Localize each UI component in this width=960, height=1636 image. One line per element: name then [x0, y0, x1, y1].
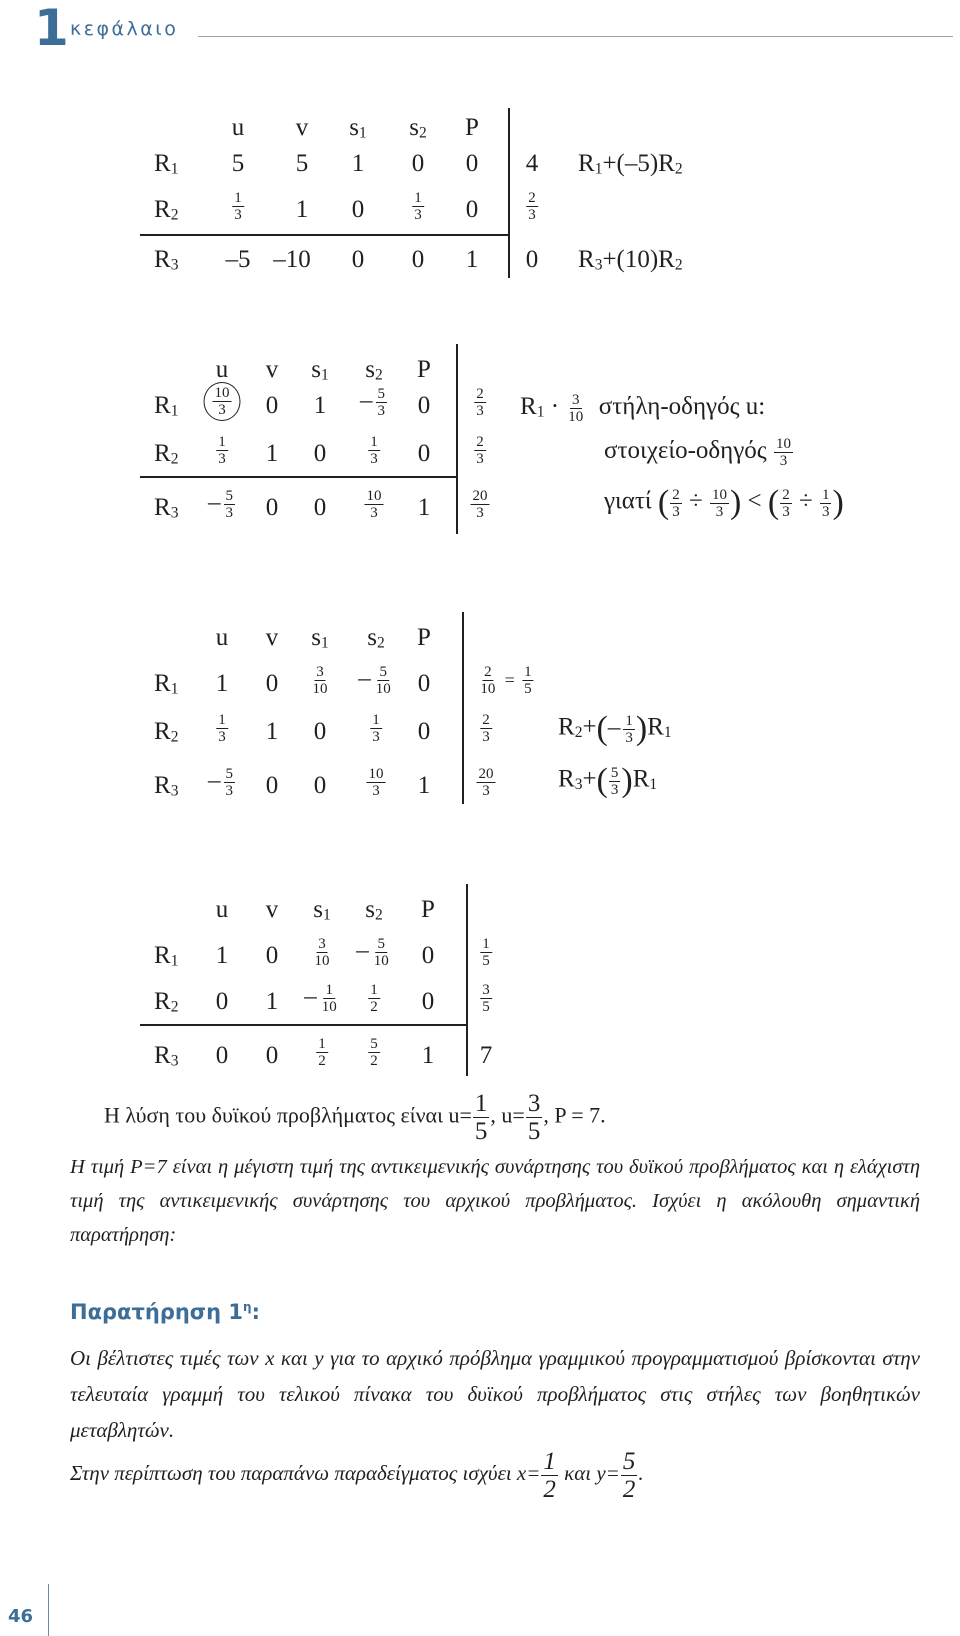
- row-operation: $R_3+$( $\frac{5}{3}$ )$R_1$: [558, 762, 658, 799]
- y-fraction: $\frac{5}{2}$: [622, 1448, 636, 1503]
- tableau-cell: $\frac{1}{3}$: [234, 190, 242, 223]
- observation-title-sup: η: [243, 1300, 252, 1314]
- tableau-cell: 1: [465, 246, 479, 273]
- row-label: $R_3$: [154, 772, 179, 800]
- tableau-cell: 0: [417, 440, 431, 467]
- row-label: $R_2$: [154, 440, 179, 468]
- row-label: $R_3$: [154, 1042, 179, 1070]
- column-header: $s_1$: [349, 114, 367, 142]
- tableau-cell: $\frac{1}{3}$: [218, 434, 226, 467]
- tableau-cell: –5: [225, 246, 251, 273]
- observation-last-line: [70, 1448, 644, 1503]
- column-header: $s_1$: [313, 896, 331, 924]
- chapter-number: 1: [34, 0, 69, 57]
- rhs-cell: $\frac{20}{3}$: [472, 488, 488, 521]
- tableau-cell: 0: [417, 718, 431, 745]
- tableau-cell: 0: [421, 988, 435, 1015]
- column-header: $s_1$: [311, 624, 329, 652]
- solution-tail: , P = 7.: [543, 1102, 606, 1128]
- tableau-cell: $\frac{10}{3}$: [366, 488, 382, 521]
- rhs-cell: $\frac{2}{3}$: [476, 434, 484, 467]
- column-header: P: [417, 624, 431, 651]
- tableau-cell: $\frac{1}{3}$: [372, 712, 380, 745]
- solution-line: [104, 1090, 606, 1145]
- body-paragraph: Η τιμή P=7 είναι η μέγιστη τιμή της αντικειμενικής συνάρτησης του δυϊκού προβλήματος και η ελάχιστη τιμή της αντικειμενικής συνάρτησης του αρχικού προβλήματος. Ισχύει η ακόλουθη σημαντική παρατήρηση:: [70, 1156, 920, 1246]
- u-fraction: $\frac{1}{5}$: [474, 1090, 488, 1145]
- tableau-cell: 0: [265, 392, 279, 419]
- tableau-cell: $\frac{3}{10}$: [314, 936, 330, 969]
- column-header: P: [417, 356, 431, 383]
- solution-text: Η λύση του δυϊκού προβλήματος είναι u=: [104, 1102, 472, 1128]
- observation-last-mid: και y=: [558, 1461, 620, 1486]
- tableau-cell: $\frac{3}{10}$: [312, 664, 328, 697]
- observation-title-colon: :: [251, 1300, 260, 1324]
- rhs-cell: $\frac{2}{3}$: [476, 386, 484, 419]
- tableau-cell: 1: [351, 150, 365, 177]
- tableau-cell: 0: [417, 670, 431, 697]
- chapter-word: κεφάλαιο: [70, 18, 179, 40]
- column-header: u: [215, 896, 229, 923]
- tableau-cell: 0: [313, 494, 327, 521]
- tableau-cell: 0: [265, 670, 279, 697]
- tableau-cell: – $\frac{5}{3}$: [360, 386, 385, 419]
- observation-text: Οι βέλτιστες τιμές των x και y για το αρχικό πρόβλημα γραμμικού προγραμματισμού βρίσκονται στην τελευταία γραμμή του τελικού πίνακα του δυϊκού προβλήματος στις στήλες των βοηθητικών μεταβλητών.: [70, 1346, 920, 1442]
- tableau-cell: – $\frac{5}{3}$: [208, 488, 233, 521]
- column-header: u: [215, 624, 229, 651]
- tableau-cell: $\frac{1}{2}$: [318, 1036, 326, 1069]
- column-header: $s_2$: [365, 356, 383, 384]
- tableau-cell: 1: [265, 718, 279, 745]
- observation-last-end: .: [638, 1461, 644, 1486]
- tableau-cell: 0: [465, 196, 479, 223]
- row-operation: $R_1+(-5)R_2$: [578, 150, 683, 178]
- tableau-cell: – $\frac{1}{10}$: [304, 982, 337, 1015]
- column-header: $s_2$: [365, 896, 383, 924]
- row-operation: $R_1$ · $\frac{3}{10}$ στήλη-οδηγός u:: [520, 392, 766, 425]
- rhs-cell: $\frac{2}{3}$: [482, 712, 490, 745]
- tableau-cell: 0: [411, 150, 425, 177]
- tableau-cell: 1: [417, 772, 431, 799]
- tableau-cell: 5: [295, 150, 309, 177]
- tableau-cell: 1: [313, 392, 327, 419]
- rhs-cell: 7: [479, 1042, 493, 1069]
- column-header: v: [295, 114, 309, 141]
- tableau-cell: 0: [313, 772, 327, 799]
- column-header: v: [265, 896, 279, 923]
- tableau-cell: – $\frac{5}{3}$: [208, 766, 233, 799]
- tableau-cell: 1: [265, 440, 279, 467]
- tableau-cell: 0: [215, 988, 229, 1015]
- tableau-cell: $\frac{1}{3}$: [414, 190, 422, 223]
- tableau-cell: 0: [265, 942, 279, 969]
- observation-body: [70, 1340, 920, 1503]
- column-header: $s_2$: [367, 624, 385, 652]
- tableau-cell: 0: [313, 718, 327, 745]
- observation-title-text: Παρατήρηση 1: [70, 1300, 244, 1324]
- tableau-cell: – $\frac{5}{10}$: [356, 936, 389, 969]
- tableau-cell: – $\frac{5}{10}$: [358, 664, 391, 697]
- pivot-circle: $\frac{10}{3}$: [204, 382, 241, 421]
- row-operation: $R_3+(10)R_2$: [578, 246, 683, 274]
- pivot-element-note: στοιχείο-οδηγός $\frac{10}{3}$: [604, 436, 791, 469]
- tableau-rule: [140, 1024, 466, 1026]
- rhs-cell: 4: [525, 150, 539, 177]
- tableau-cell: 0: [265, 1042, 279, 1069]
- tableau-cell: 0: [421, 942, 435, 969]
- tableau-cell: $\frac{1}{2}$: [370, 982, 378, 1015]
- rhs-cell: $\frac{2}{10}$ = $\frac{1}{5}$: [480, 664, 532, 697]
- tableau-cell: 1: [421, 1042, 435, 1069]
- row-label: $R_1$: [154, 150, 179, 178]
- rhs-cell: 0: [525, 246, 539, 273]
- tableau-cell: 1: [215, 670, 229, 697]
- row-label: $R_1$: [154, 392, 179, 420]
- row-label: $R_1$: [154, 942, 179, 970]
- tableau-cell: 0: [351, 196, 365, 223]
- tableau-cell: 0: [215, 1042, 229, 1069]
- rhs-cell: $\frac{2}{3}$: [528, 190, 536, 223]
- observation-title: [70, 1300, 260, 1324]
- tableau-cell: –10: [273, 246, 311, 273]
- tableau-cell: 0: [265, 772, 279, 799]
- row-operation: $R_2+(-$ $\frac{1}{3}$ )$R_1$: [558, 710, 672, 747]
- column-header: v: [265, 356, 279, 383]
- row-label: $R_1$: [154, 670, 179, 698]
- page-number: 46: [8, 1606, 34, 1627]
- tableau-cell: 1: [417, 494, 431, 521]
- page-number-rule: [48, 1584, 49, 1636]
- tableau-divider: [466, 884, 468, 1076]
- row-label: $R_3$: [154, 246, 179, 274]
- tableau-cell: 0: [265, 494, 279, 521]
- column-header: v: [265, 624, 279, 651]
- rhs-cell: $\frac{20}{3}$: [478, 766, 494, 799]
- tableau-cell: 0: [465, 150, 479, 177]
- column-header: u: [231, 114, 245, 141]
- tableau-cell: 5: [231, 150, 245, 177]
- tableau-cell: $\frac{1}{3}$: [370, 434, 378, 467]
- v-fraction: $\frac{3}{5}$: [527, 1090, 541, 1145]
- column-header: P: [465, 114, 479, 141]
- row-label: $R_2$: [154, 718, 179, 746]
- rhs-cell: $\frac{3}{5}$: [482, 982, 490, 1015]
- rhs-cell: $\frac{1}{5}$: [482, 936, 490, 969]
- tableau-cell: 0: [417, 392, 431, 419]
- row-label: $R_2$: [154, 196, 179, 224]
- x-fraction: $\frac{1}{2}$: [543, 1448, 556, 1503]
- column-header: $s_2$: [409, 114, 427, 142]
- tableau-cell: $\frac{1}{3}$: [218, 712, 226, 745]
- column-header: u: [215, 356, 229, 383]
- row-label: $R_2$: [154, 988, 179, 1016]
- tableau-cell: 1: [215, 942, 229, 969]
- tableau-cell: 1: [265, 988, 279, 1015]
- observation-last-pre: Στην περίπτωση του παραπάνω παραδείγματος ισχύει x=: [70, 1461, 541, 1486]
- column-header: P: [421, 896, 435, 923]
- tableau-cell: 0: [411, 246, 425, 273]
- tableau-cell: $\frac{10}{3}$: [368, 766, 384, 799]
- tableau-cell: 1: [295, 196, 309, 223]
- column-header: $s_1$: [311, 356, 329, 384]
- ratio-test-note: γιατί ( $\frac{2}{3}$ ÷ $\frac{10}{3}$ ) < ( $\frac{2}{3}$ ÷ $\frac{1}{3}$ ): [604, 484, 844, 521]
- row-label: $R_3$: [154, 494, 179, 522]
- tableau-cell: $\frac{5}{2}$: [370, 1036, 378, 1069]
- solution-mid: , u=: [490, 1102, 525, 1128]
- tableau-cell: 0: [351, 246, 365, 273]
- tableau-cell: 0: [313, 440, 327, 467]
